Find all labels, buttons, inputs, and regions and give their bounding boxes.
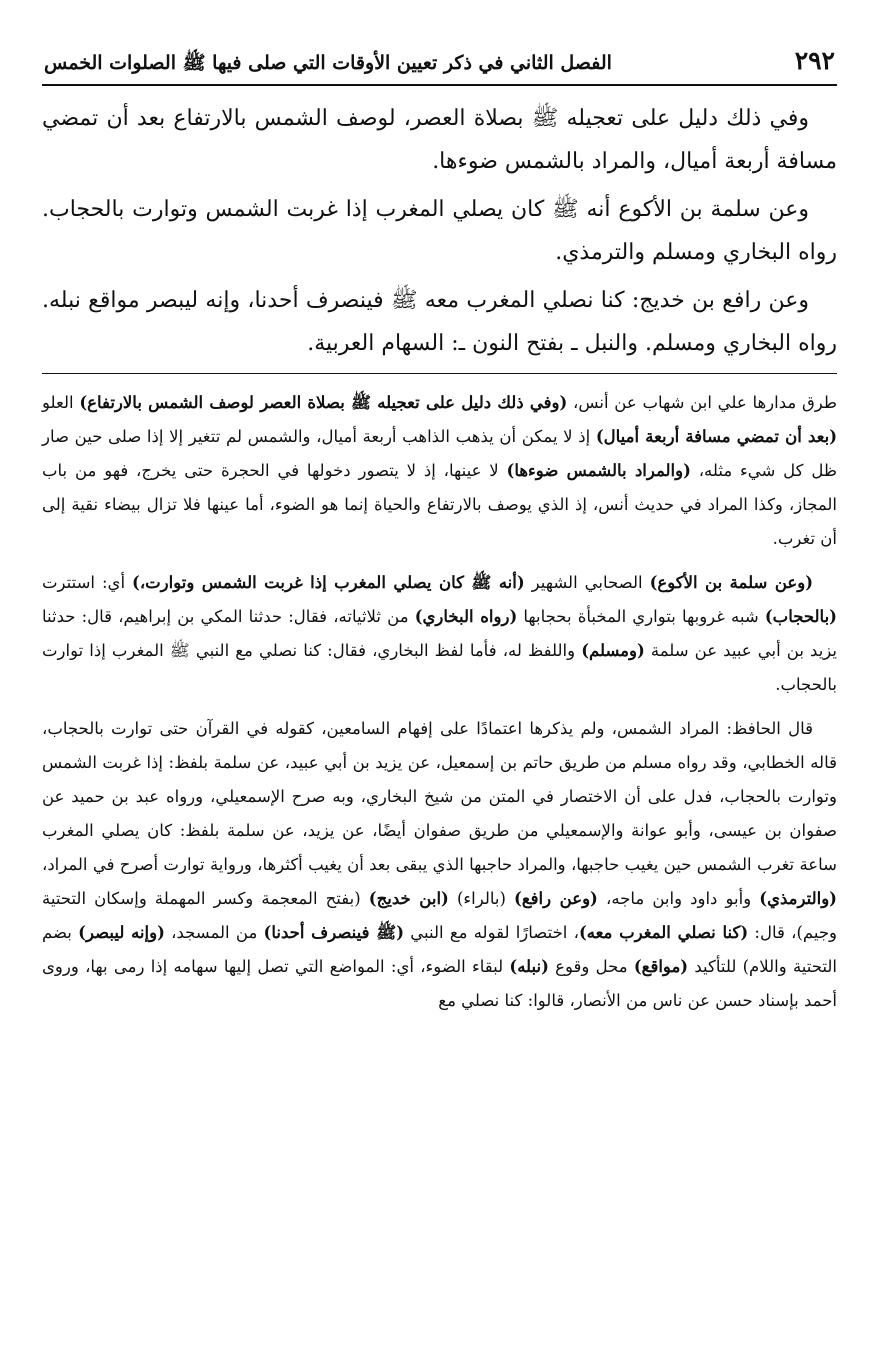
commentary-text: أي: استترت <box>42 573 133 592</box>
commentary-paragraph-2 <box>42 566 837 702</box>
commentary-text: محل وقوع <box>548 957 634 976</box>
quoted-matn: (رواه البخاري) <box>414 607 518 626</box>
commentary-text: من المسجد، <box>164 923 264 942</box>
commentary-text: إذ لا يمكن أن يذهب الذاهب أربعة أميال، والشمس لم تتغير إلا إذا صلى حين صار ظل كل شيء مثله، <box>42 427 837 480</box>
main-paragraph-3: وعن رافع بن خديج: كنا نصلي المغرب معه ﷺ فينصرف أحدنا، وإنه ليبصر مواقع نبله. رواه البخاري ومسلم. والنبل ـ بفتح النون ـ: السهام العربية. <box>42 288 837 356</box>
commentary-paragraph-1 <box>42 386 837 556</box>
quoted-matn: (بالحجاب) <box>764 607 837 626</box>
quoted-matn: (ومسلم) <box>581 641 645 660</box>
quoted-matn: (ﷺ فينصرف أحدنا) <box>263 923 405 942</box>
commentary-text: طرق مدارها علي ابن شهاب عن أنس، <box>567 393 838 412</box>
quoted-matn: (ابن خديج) <box>368 889 449 908</box>
commentary-text: من ثلاثياته، فقال: حدثنا المكي بن إبراهيم، قال: حدثنا يزيد بن أبي عبيد عن سلمة <box>42 607 837 660</box>
quoted-matn: (نبله) <box>509 957 549 976</box>
commentary-text: العلو <box>42 393 80 412</box>
commentary-text: (بالراء) <box>448 889 515 908</box>
divider-line <box>42 373 837 374</box>
commentary-text: قال الحافظ: المراد الشمس، ولم يذكرها اعتمادًا على إفهام السامعين، كقوله في القرآن حتى توارت بالحجاب، قاله الخطابي، وقد رواه مسلم من طريق حاتم بن إسمعيل، عن يزيد بن أبي عبيد، عن سلمة بلفظ: إذا غربت الشمس وتوارت بالحجاب، فدل على أن الاختصار في المتن من شيخ البخاري، وبه صرح الإسمعيلي، ورواه عبد بن حميد عن صفوان بن عيسى، وأبو عوانة والإسمعيلي من طريق صفوان أيضًا، عن يزيد، عن سلمة بلفظ: كان يصلي المغرب ساعة تغرب الشمس حين يغيب حاجبها، والمراد حاجبها الذي يبقى بعد أن يغيب أكثرها، ورواية توارت أصرح في المراد، <box>42 719 837 874</box>
chapter-title: الفصل الثاني في ذكر تعيين الأوقات التي صلى فيها ﷺ الصلوات الخمس <box>44 52 612 74</box>
quoted-matn: (والترمذي) <box>759 889 837 908</box>
quoted-matn: (بعد أن تمضي مسافة أربعة أميال) <box>595 427 837 446</box>
commentary-paragraph-3 <box>42 712 837 1018</box>
quoted-matn: (وفي ذلك دليل على تعجيله ﷺ بصلاة العصر لوصف الشمس بالارتفاع) <box>79 393 568 412</box>
commentary-text: شبه غروبها بتواري المخبأة بحجابها <box>517 607 765 626</box>
main-paragraph-2: وعن سلمة بن الأكوع أنه ﷺ كان يصلي المغرب إذا غربت الشمس وتوارت بالحجاب. رواه البخاري ومسلم والترمذي. <box>42 197 837 265</box>
quoted-matn: (وعن سلمة بن الأكوع) <box>649 573 814 592</box>
page-number: ٢٩٢ <box>794 46 835 75</box>
commentary-text: (بفتح المعجمة وكسر المهملة وإسكان التحتية وجيم)، قال: <box>42 889 838 942</box>
main-paragraph-1: وفي ذلك دليل على تعجيله ﷺ بصلاة العصر، لوصف الشمس بالارتفاع بعد أن تمضي مسافة أربعة أميال، والمراد بالشمس ضوءها. <box>42 106 837 174</box>
commentary <box>42 386 837 1018</box>
commentary-text: واللفظ له، فأما لفظ البخاري، فقال: كنا نصلي مع النبي ﷺ المغرب إذا توارت بالحجاب. <box>42 641 837 694</box>
quoted-matn: (وإنه ليبصر) <box>78 923 165 942</box>
commentary-text: الصحابي الشهير <box>524 573 650 592</box>
quoted-matn: (أنه ﷺ كان يصلي المغرب إذا غربت الشمس وتوارت،) <box>132 573 525 592</box>
commentary-text: وأبو داود وابن ماجه، <box>597 889 760 908</box>
quoted-matn: (وعن رافع) <box>514 889 598 908</box>
commentary-text: لبقاء الضوء، أي: المواضع التي تصل إليها سهامه إذا رمى بها، وروى أحمد بإسناد حسن عن ناس من الأنصار، قالوا: كنا نصلي مع <box>42 957 837 1010</box>
quoted-matn: (كنا نصلي المغرب معه) <box>578 923 749 942</box>
commentary-text: لا عينها، إذ لا يتصور دخولها في الحجرة حتى يخرج، فهو من باب المجاز، وكذا المراد في حديث أنس، إذ الذي يوصف بالارتفاع والحياة إنما هو الضوء، أما عينها فلا تزال بيضاء نقية إلى أن تغرب. <box>42 461 837 548</box>
page-header <box>42 40 837 86</box>
book-page <box>42 40 837 1028</box>
commentary-text: ، اختصارًا لقوله مع النبي <box>404 923 579 942</box>
quoted-matn: (والمراد بالشمس ضوءها) <box>506 461 691 480</box>
quoted-matn: (مواقع) <box>633 957 689 976</box>
commentary-text: بضم التحتية واللام) للتأكيد <box>42 923 837 976</box>
main-text <box>42 86 837 365</box>
